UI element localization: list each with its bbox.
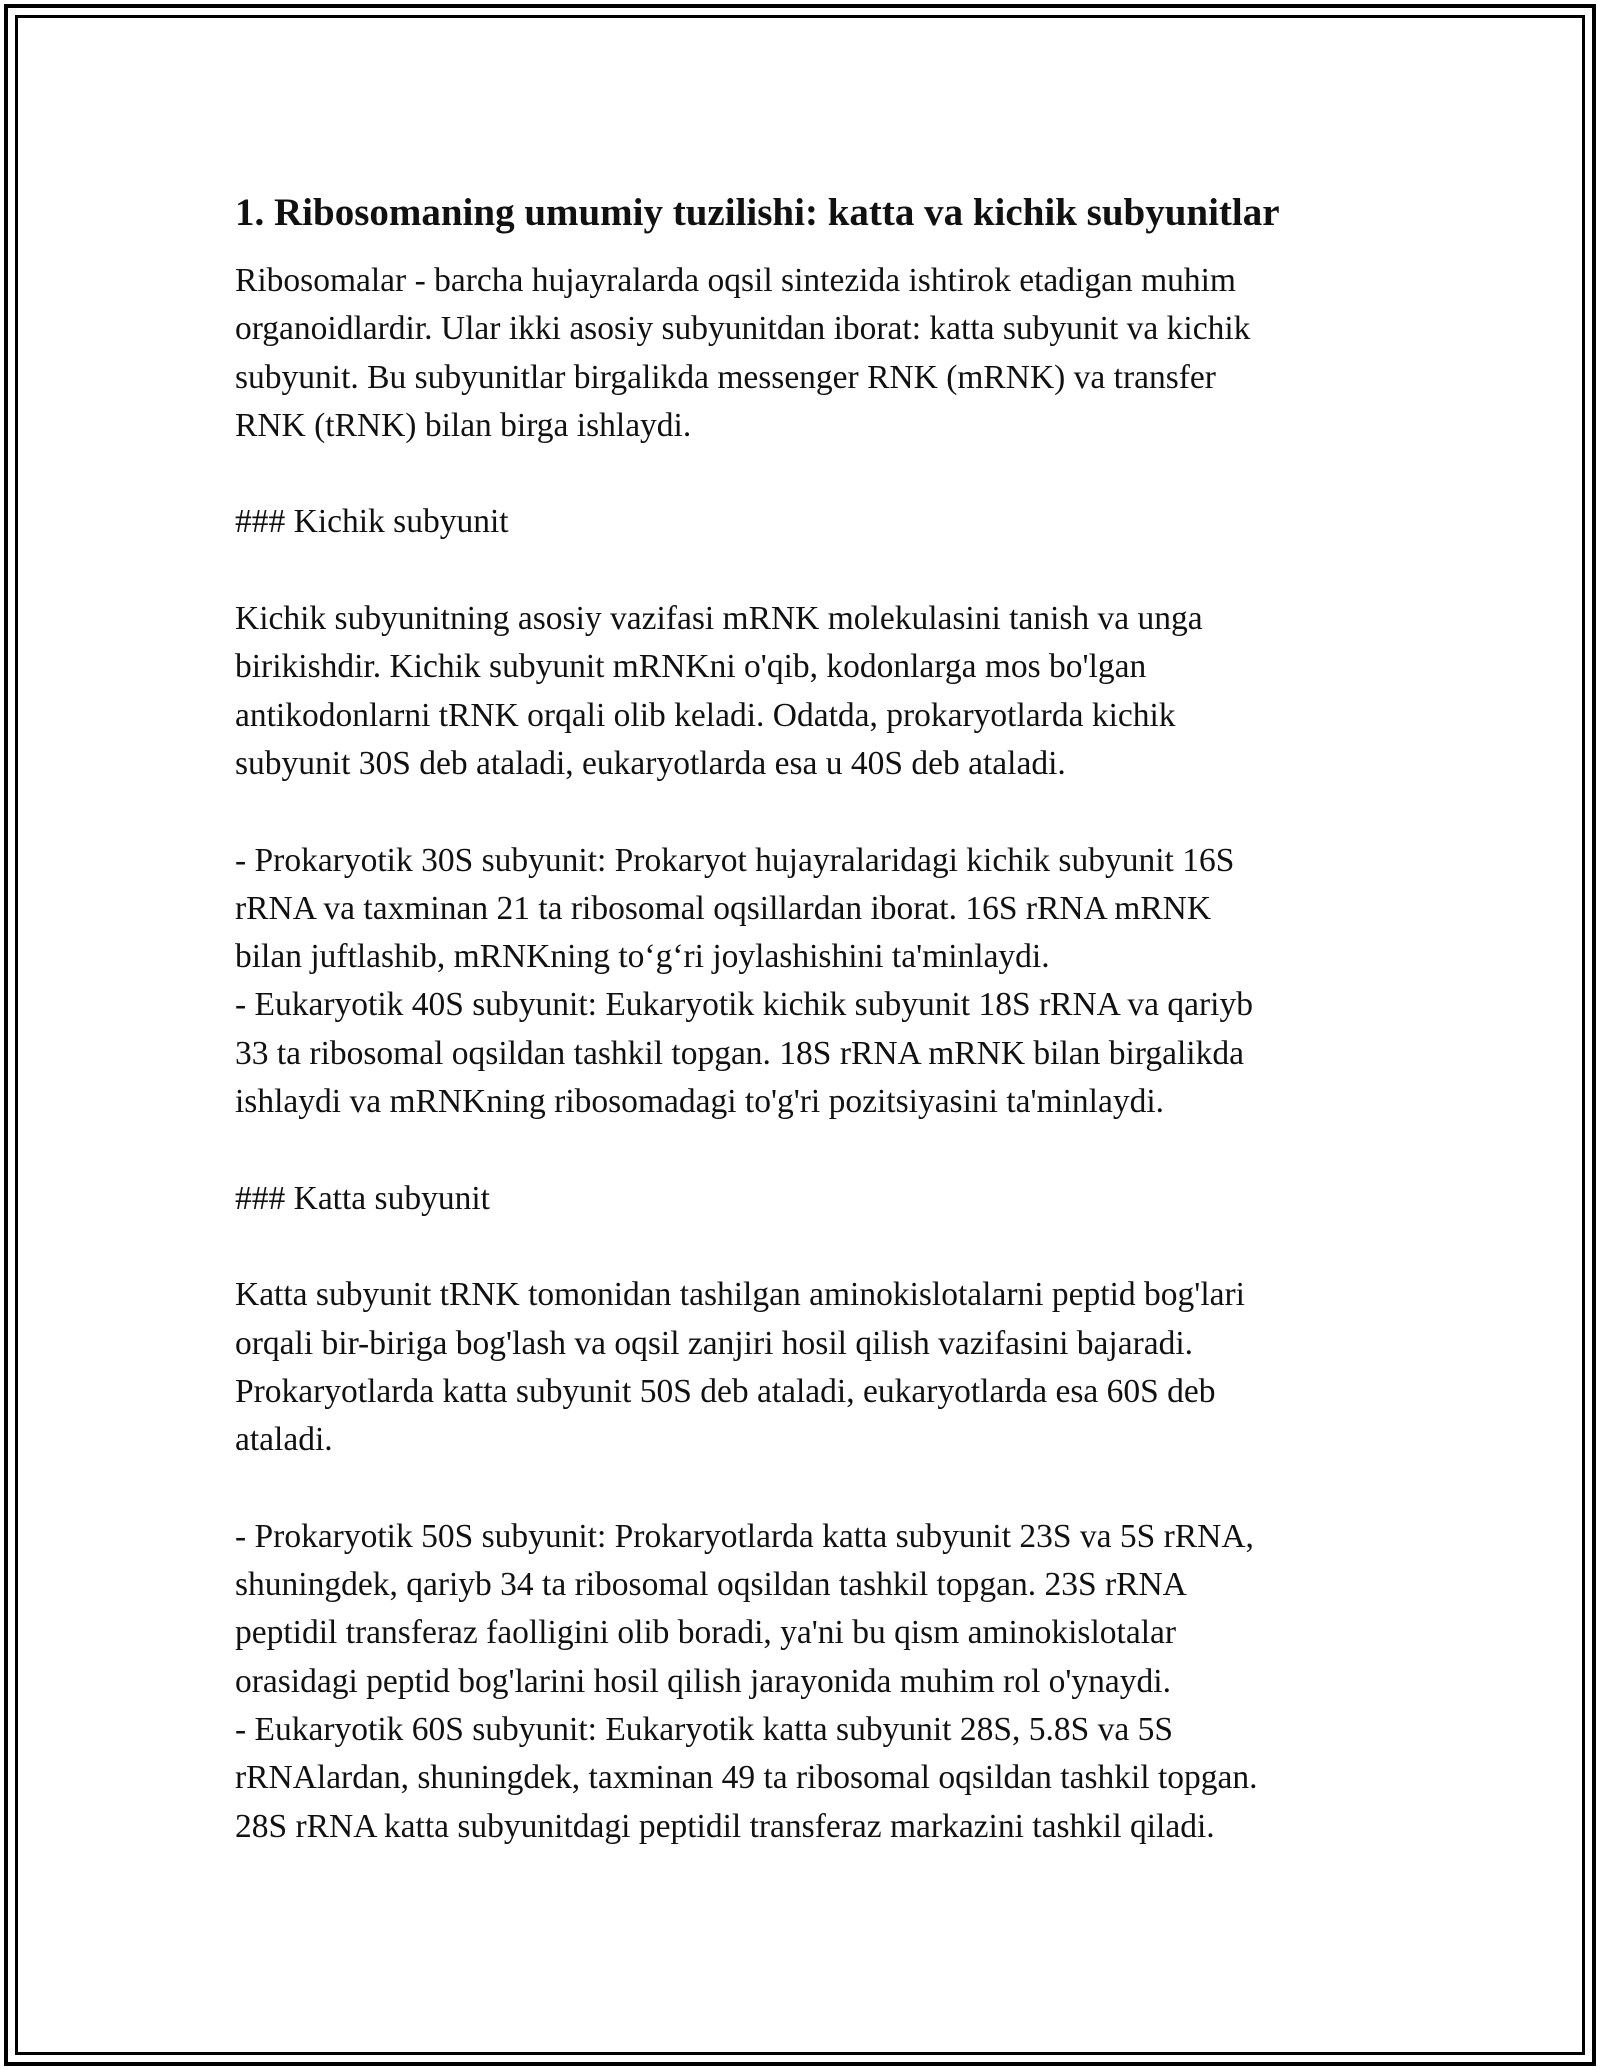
text-line: RNK (tRNK) bilan birga ishlaydi. [235,406,692,444]
text-line: birikishdir. Kichik subyunit mRNKni o'qib, kodonlarga mos bo'lgan [235,648,1147,686]
list-item-line: ishlaydi va mRNKning ribosomadagi to'g'ri pozitsiyasini ta'minlaydi. [235,1083,1165,1121]
list-item-line: bilan juftlashib, mRNKning to‘g‘ri joylashishini ta'minlaydi. [235,938,1050,976]
list-item-line: - Prokaryotik 50S subyunit: Prokaryotlarda katta subyunit 23S va 5S rRNA, [235,1517,1254,1555]
list-item-line: - Eukaryotik 60S subyunit: Eukaryotik katta subyunit 28S, 5.8S va 5S [235,1710,1173,1748]
text-line: Katta subyunit tRNK tomonidan tashilgan aminokislotalarni peptid bog'lari [235,1276,1245,1314]
text-line: subyunit 30S deb ataladi, eukaryotlarda esa u 40S deb ataladi. [235,744,1066,782]
blank-line [235,547,1365,595]
list-item-line: orasidagi peptid bog'larini hosil qilish jarayonida muhim rol o'ynaydi. [235,1662,1171,1700]
list-item-line: shuningdek, qariyb 34 ta ribosomal oqsildan tashkil topgan. 23S rRNA [235,1566,1187,1604]
list-item-line: - Prokaryotik 30S subyunit: Prokaryot hujayralaridagi kichik subyunit 16S [235,841,1235,879]
list-item-line: peptidil transferaz faolligini olib boradi, ya'ni bu qism aminokislotalar [235,1614,1177,1652]
text-line: subyunit. Bu subyunitlar birgalikda messenger RNK (mRNK) va transfer [235,358,1216,396]
list-item-line: - Eukaryotik 40S subyunit: Eukaryotik kichik subyunit 18S rRNA va qariyb [235,986,1253,1024]
list-item-line: 28S rRNA katta subyunitdagi peptidil transferaz markazini tashkil qiladi. [235,1807,1215,1845]
text-line: Prokaryotlarda katta subyunit 50S deb ataladi, eukaryotlarda esa 60S deb [235,1372,1216,1410]
document-title: 1. Ribosomaning umumiy tuzilishi: katta va kichik subyunitlar [235,191,1280,234]
text-line: Kichik subyunitning asosiy vazifasi mRNK molekulasini tanish va unga [235,600,1203,638]
text-line: organoidlardir. Ular ikki asosiy subyunitdan iborat: katta subyunit va kichik [235,310,1251,348]
section-heading-kichik: ### Kichik subyunit [235,503,509,541]
blank-line [235,1223,1365,1271]
text-line: orqali bir-biriga bog'lash va oqsil zanjiri hosil qilish vazifasini bajaradi. [235,1324,1194,1362]
section-heading-katta: ### Katta subyunit [235,1179,490,1217]
blank-line [235,1464,1365,1512]
list-item-line: rRNA va taxminan 21 ta ribosomal oqsillardan iborat. 16S rRNA mRNK [235,889,1212,927]
blank-line [235,1126,1365,1174]
text-line: ataladi. [235,1421,333,1459]
list-item-line: 33 ta ribosomal oqsildan tashkil topgan. 18S rRNA mRNK bilan birgalikda [235,1034,1244,1072]
document-body [235,185,1365,1851]
blank-line [235,788,1365,836]
blank-line [235,450,1365,498]
text-line: antikodonlarni tRNK orqali olib keladi. Odatda, prokaryotlarda kichik [235,696,1176,734]
list-item-line: rRNAlardan, shuningdek, taxminan 49 ta ribosomal oqsildan tashkil topgan. [235,1759,1258,1797]
text-line: Ribosomalar - barcha hujayralarda oqsil sintezida ishtirok etadigan muhim [235,262,1236,299]
